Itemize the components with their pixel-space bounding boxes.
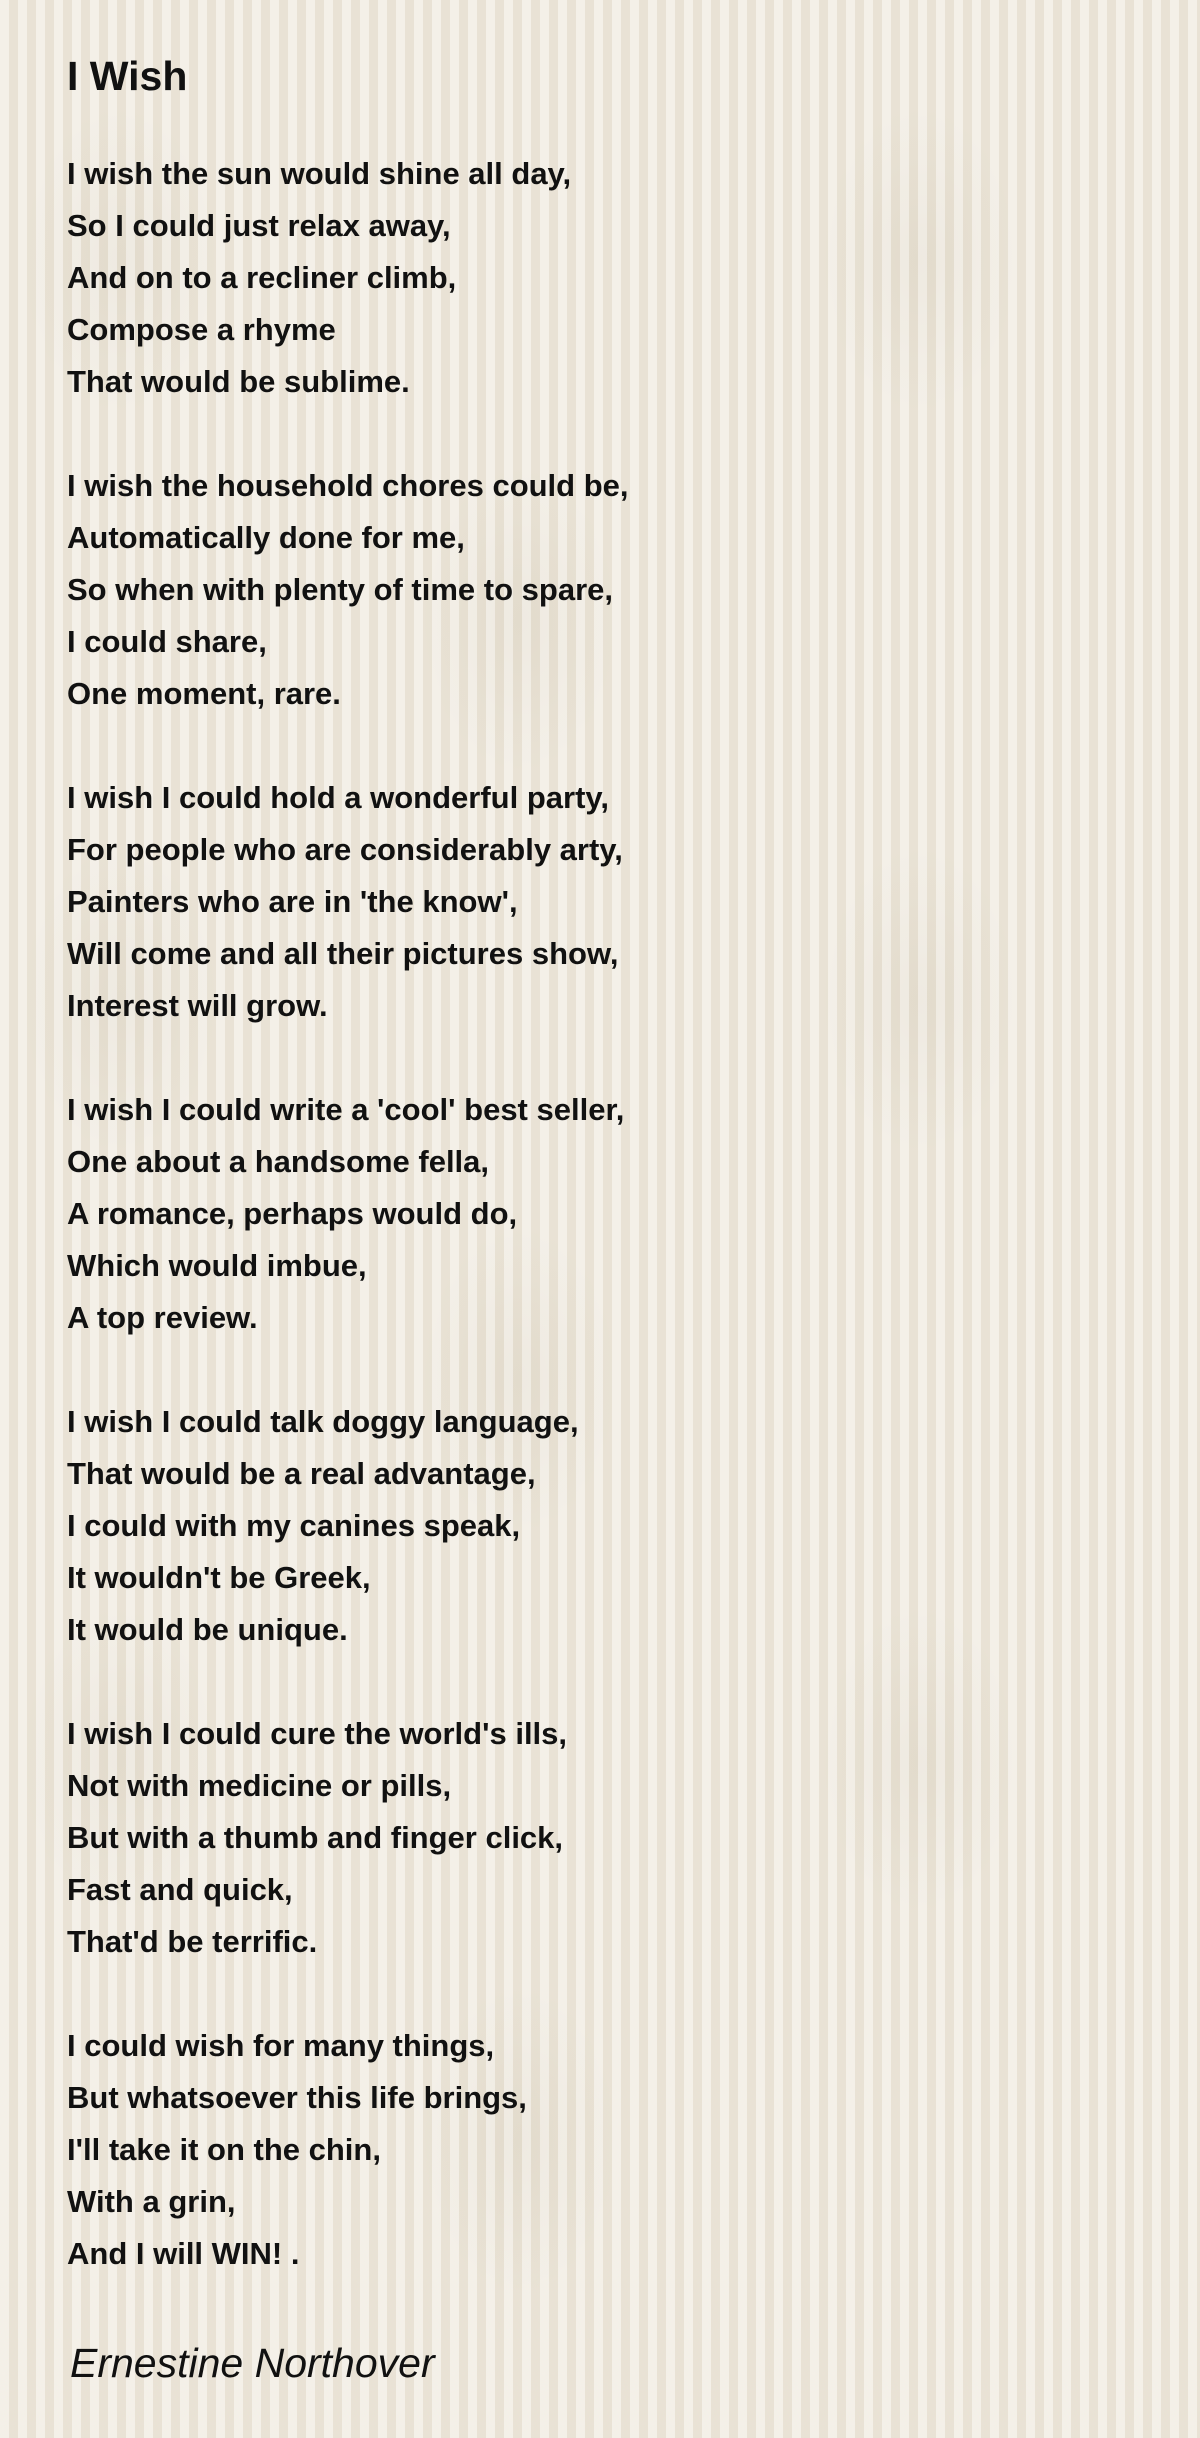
poem-line: Painters who are in 'the know', [67,884,518,919]
poem-line: One about a handsome fella, [67,1144,490,1179]
stanza-1 [67,148,629,408]
poem-line: And on to a recliner climb, [67,260,457,295]
poem-line: Not with medicine or pills, [67,1768,452,1803]
poem-line: I wish the household chores could be, [67,468,629,503]
poem-line: I could with my canines speak, [67,1508,521,1543]
poem-line: Will come and all their pictures show, [67,936,619,971]
poem-title: I Wish [67,53,188,99]
poem-line: For people who are considerably arty, [67,832,623,867]
poem-line: That would be sublime. [67,364,410,399]
poem-line: I wish the sun would shine all day, [67,156,572,191]
poem-line: So when with plenty of time to spare, [67,572,613,607]
poem-line: I could share, [67,624,267,659]
poem-line: But whatsoever this life brings, [67,2080,527,2115]
poem-line: I'll take it on the chin, [67,2132,381,2167]
poem-line: Fast and quick, [67,1872,293,1907]
poem-line: I wish I could hold a wonderful party, [67,780,609,815]
stanza-5 [67,1396,629,1656]
poem-line: Compose a rhyme [67,312,336,347]
poem-line: It wouldn't be Greek, [67,1560,371,1595]
poem-line: I wish I could talk doggy language, [67,1404,579,1439]
poem-line: One moment, rare. [67,676,341,711]
poem-line: A top review. [67,1300,258,1335]
stanza-6 [67,1708,629,1968]
poem-line: It would be unique. [67,1612,348,1647]
stanza-7 [67,2020,629,2280]
stanza-3 [67,772,629,1032]
poem-line: I wish I could cure the world's ills, [67,1716,568,1751]
poem-line: So I could just relax away, [67,208,451,243]
poem-line: Automatically done for me, [67,520,465,555]
poem-line: That would be a real advantage, [67,1456,536,1491]
poem-author: Ernestine Northover [70,2340,435,2386]
stanza-2 [67,460,629,720]
poem-line: But with a thumb and finger click, [67,1820,564,1855]
poem-line: And I will WIN! . [67,2236,300,2271]
poem-line: I wish I could write a 'cool' best seller, [67,1092,625,1127]
poem-line: Interest will grow. [67,988,328,1023]
poem-line: I could wish for many things, [67,2028,495,2063]
poem-line: Which would imbue, [67,1248,367,1283]
poem-line: That'd be terrific. [67,1924,318,1959]
poem-line: With a grin, [67,2184,236,2219]
stanza-4 [67,1084,629,1344]
poem-line: A romance, perhaps would do, [67,1196,518,1231]
poem-body [67,148,629,2332]
